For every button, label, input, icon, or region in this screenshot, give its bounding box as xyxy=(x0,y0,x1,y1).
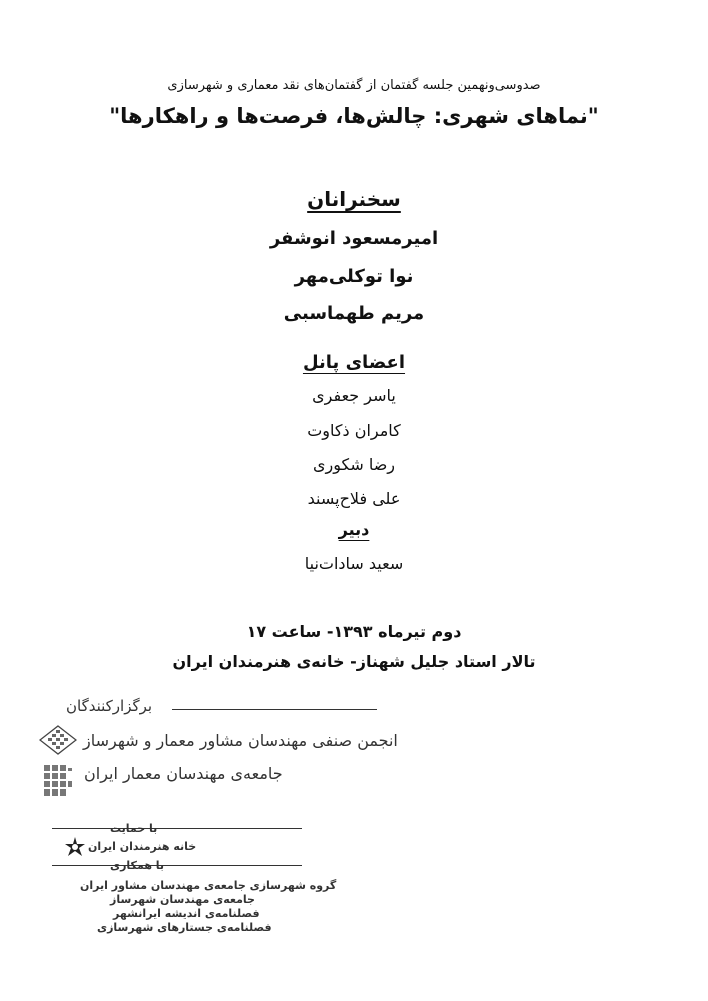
speaker-name: امیرمسعود انوشفر xyxy=(269,228,439,249)
panel-member: علی فلاح‌پسند xyxy=(307,489,401,508)
collaborator-name: فصلنامه‌ی اندیشه ایرانشهر xyxy=(113,907,260,920)
moderator-name: سعید سادات‌نیا xyxy=(304,554,404,573)
association-logo-icon xyxy=(39,725,77,755)
event-subtitle: صدوسی‌ونهمین جلسه گفتمان از گفتمان‌های نقد معماری و شهرسازی xyxy=(167,78,541,93)
event-date-time: دوم تیرماه ۱۳۹۳- ساعت ۱۷ xyxy=(246,622,462,641)
society-logo-icon xyxy=(43,764,73,798)
event-title: "نماهای شهری: چالش‌ها، فرصت‌ها و راهکارها" xyxy=(109,104,599,128)
collaborator-name: فصلنامه‌ی جستارهای شهرسازی xyxy=(97,921,272,934)
panel-heading xyxy=(0,352,708,373)
speakers-heading xyxy=(0,187,708,211)
speakers-heading-text: سخنرانان xyxy=(307,187,401,211)
panel-heading-text: اعضای پانل xyxy=(302,352,406,373)
collaborators-rule xyxy=(52,865,302,866)
artists-house-logo-icon xyxy=(64,836,86,858)
moderator-heading-text: دبیر xyxy=(338,520,370,539)
organizers-label: برگزارکنندگان xyxy=(66,697,153,715)
collaborator-name: گروه شهرسازی جامعه‌ی مهندسان مشاور ایران xyxy=(80,879,337,892)
collaborators-label: با همکاری xyxy=(110,859,165,872)
speaker-name: نوا توکلی‌مهر xyxy=(294,266,414,287)
supporters-rule xyxy=(52,828,302,829)
supporters-label: با حمایت xyxy=(110,822,158,835)
speaker-name: مریم طهماسبی xyxy=(283,303,425,324)
organizers-rule xyxy=(172,709,377,710)
panel-member: رضا شکوری xyxy=(312,455,396,474)
supporter-name: خانه هنرمندان ایران xyxy=(88,840,197,853)
panel-member: یاسر جعفری xyxy=(312,386,396,405)
event-venue: تالار استاد جلیل شهناز- خانه‌ی هنرمندان ایران xyxy=(172,652,536,671)
organizer-name: جامعه‌ی مهندسان معمار ایران xyxy=(84,764,283,783)
panel-member: کامران ذکاوت xyxy=(307,421,401,440)
collaborator-name: جامعه‌ی مهندسان شهرساز xyxy=(110,893,255,906)
organizer-name: انجمن صنفی مهندسان مشاور معمار و شهرساز xyxy=(83,731,398,750)
moderator-heading xyxy=(0,520,708,539)
